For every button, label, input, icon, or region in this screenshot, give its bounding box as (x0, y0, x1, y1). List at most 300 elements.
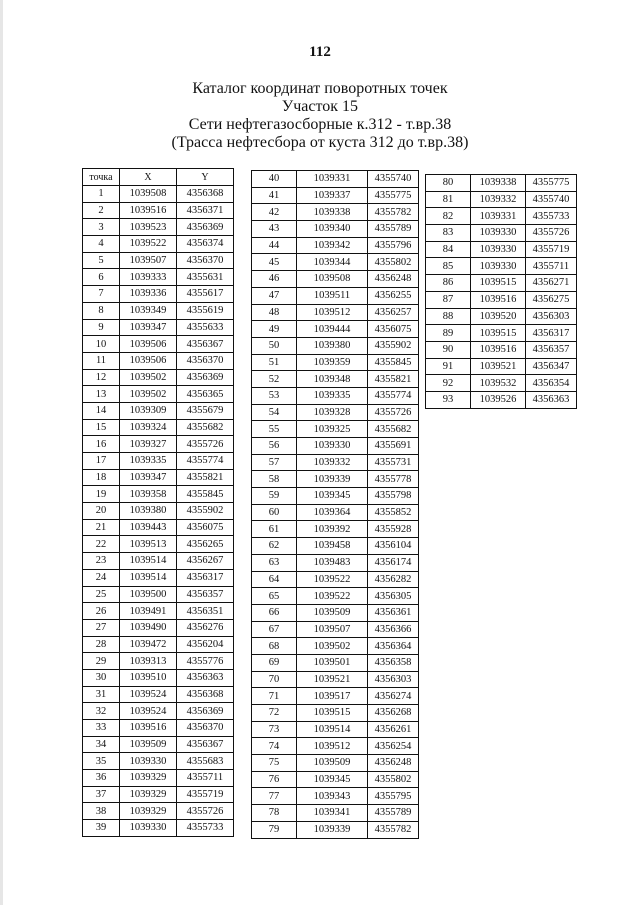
x-coordinate-cell: 1039506 (120, 352, 177, 369)
point-number-cell: 82 (426, 208, 471, 225)
table-row (83, 402, 234, 419)
table-row (83, 720, 234, 737)
table-row (83, 519, 234, 536)
header-x: X (120, 169, 177, 186)
table-row (83, 352, 234, 369)
x-coordinate-cell: 1039358 (120, 486, 177, 503)
y-coordinate-cell: 4356354 (526, 375, 577, 392)
y-coordinate-cell: 4355617 (177, 286, 234, 303)
table-row (252, 554, 419, 571)
y-coordinate-cell: 4355711 (526, 258, 577, 275)
x-coordinate-cell: 1039339 (297, 471, 368, 488)
point-number-cell: 38 (83, 803, 120, 820)
point-number-cell: 23 (83, 553, 120, 570)
y-coordinate-cell: 4356268 (368, 705, 419, 722)
x-coordinate-cell: 1039332 (297, 454, 368, 471)
point-number-cell: 60 (252, 504, 297, 521)
y-coordinate-cell: 4355782 (368, 821, 419, 838)
table-row (83, 219, 234, 236)
x-coordinate-cell: 1039359 (297, 354, 368, 371)
table-row (83, 386, 234, 403)
x-coordinate-cell: 1039330 (297, 438, 368, 455)
x-coordinate-cell: 1039444 (297, 321, 368, 338)
x-coordinate-cell: 1039514 (297, 721, 368, 738)
y-coordinate-cell: 4355845 (177, 486, 234, 503)
y-coordinate-cell: 4356075 (177, 519, 234, 536)
table-row (252, 588, 419, 605)
y-coordinate-cell: 4356248 (368, 755, 419, 772)
y-coordinate-cell: 4355789 (368, 221, 419, 238)
y-coordinate-cell: 4355796 (368, 237, 419, 254)
y-coordinate-cell: 4356367 (177, 336, 234, 353)
point-number-cell: 50 (252, 337, 297, 354)
x-coordinate-cell: 1039331 (471, 208, 526, 225)
point-number-cell: 29 (83, 653, 120, 670)
point-number-cell: 24 (83, 569, 120, 586)
x-coordinate-cell: 1039507 (120, 252, 177, 269)
y-coordinate-cell: 4355852 (368, 504, 419, 521)
y-coordinate-cell: 4356257 (368, 304, 419, 321)
table-row (252, 187, 419, 204)
y-coordinate-cell: 4355778 (368, 471, 419, 488)
x-coordinate-cell: 1039330 (120, 753, 177, 770)
table-row (83, 286, 234, 303)
point-number-cell: 26 (83, 603, 120, 620)
y-coordinate-cell: 4356317 (177, 569, 234, 586)
x-coordinate-cell: 1039340 (297, 221, 368, 238)
x-coordinate-cell: 1039532 (471, 375, 526, 392)
table-row (426, 258, 577, 275)
point-number-cell: 93 (426, 391, 471, 408)
y-coordinate-cell: 4356368 (177, 686, 234, 703)
table-row (252, 671, 419, 688)
x-coordinate-cell: 1039524 (120, 703, 177, 720)
y-coordinate-cell: 4355802 (368, 771, 419, 788)
table-row (426, 325, 577, 342)
x-coordinate-cell: 1039526 (471, 391, 526, 408)
table-row (426, 241, 577, 258)
x-coordinate-cell: 1039524 (120, 686, 177, 703)
y-coordinate-cell: 4355774 (177, 453, 234, 470)
table-row (252, 738, 419, 755)
point-number-cell: 89 (426, 325, 471, 342)
point-number-cell: 48 (252, 304, 297, 321)
point-number-cell: 43 (252, 221, 297, 238)
table-row (252, 821, 419, 838)
table-row (83, 770, 234, 787)
x-coordinate-cell: 1039380 (120, 503, 177, 520)
point-number-cell: 71 (252, 688, 297, 705)
header-point: точка (83, 169, 120, 186)
table-row (83, 553, 234, 570)
y-coordinate-cell: 4356303 (526, 308, 577, 325)
page-number: 112 (309, 44, 331, 60)
y-coordinate-cell: 4355679 (177, 402, 234, 419)
point-number-cell: 30 (83, 669, 120, 686)
table-row (252, 221, 419, 238)
point-number-cell: 80 (426, 175, 471, 192)
x-coordinate-cell: 1039502 (120, 386, 177, 403)
table-row (83, 269, 234, 286)
table-row (83, 569, 234, 586)
y-coordinate-cell: 4356357 (177, 586, 234, 603)
x-coordinate-cell: 1039329 (120, 803, 177, 820)
y-coordinate-cell: 4356267 (177, 553, 234, 570)
table-row (252, 771, 419, 788)
y-coordinate-cell: 4355719 (526, 241, 577, 258)
x-coordinate-cell: 1039509 (297, 604, 368, 621)
y-coordinate-cell: 4356347 (526, 358, 577, 375)
point-number-cell: 76 (252, 771, 297, 788)
x-coordinate-cell: 1039336 (120, 286, 177, 303)
point-number-cell: 84 (426, 241, 471, 258)
x-coordinate-cell: 1039392 (297, 521, 368, 538)
y-coordinate-cell: 4355726 (526, 225, 577, 242)
x-coordinate-cell: 1039458 (297, 538, 368, 555)
table-row (426, 341, 577, 358)
table-row (83, 619, 234, 636)
point-number-cell: 57 (252, 454, 297, 471)
table-row (252, 454, 419, 471)
y-coordinate-cell: 4355726 (177, 436, 234, 453)
y-coordinate-cell: 4355902 (368, 337, 419, 354)
table-row (83, 503, 234, 520)
point-number-cell: 87 (426, 291, 471, 308)
table-row (426, 208, 577, 225)
x-coordinate-cell: 1039341 (297, 805, 368, 822)
x-coordinate-cell: 1039329 (120, 786, 177, 803)
x-coordinate-cell: 1039472 (120, 636, 177, 653)
y-coordinate-cell: 4356374 (177, 236, 234, 253)
point-number-cell: 49 (252, 321, 297, 338)
point-number-cell: 13 (83, 386, 120, 403)
x-coordinate-cell: 1039520 (471, 308, 526, 325)
point-number-cell: 68 (252, 638, 297, 655)
y-coordinate-cell: 4356358 (368, 654, 419, 671)
x-coordinate-cell: 1039521 (297, 671, 368, 688)
x-coordinate-cell: 1039521 (471, 358, 526, 375)
table-row (83, 653, 234, 670)
x-coordinate-cell: 1039506 (120, 336, 177, 353)
y-coordinate-cell: 4355631 (177, 269, 234, 286)
y-coordinate-cell: 4356254 (368, 738, 419, 755)
table-row (252, 237, 419, 254)
x-coordinate-cell: 1039509 (297, 755, 368, 772)
point-number-cell: 44 (252, 237, 297, 254)
x-coordinate-cell: 1039313 (120, 653, 177, 670)
y-coordinate-cell: 4355726 (177, 803, 234, 820)
table-row (83, 603, 234, 620)
x-coordinate-cell: 1039329 (120, 770, 177, 787)
table-row (83, 369, 234, 386)
table-row (83, 686, 234, 703)
x-coordinate-cell: 1039516 (471, 341, 526, 358)
y-coordinate-cell: 4355733 (526, 208, 577, 225)
y-coordinate-cell: 4355789 (368, 805, 419, 822)
point-number-cell: 47 (252, 287, 297, 304)
table-row (252, 755, 419, 772)
y-coordinate-cell: 4355619 (177, 302, 234, 319)
x-coordinate-cell: 1039327 (120, 436, 177, 453)
x-coordinate-cell: 1039507 (297, 621, 368, 638)
table-row (252, 321, 419, 338)
table-row (83, 436, 234, 453)
table-row (83, 786, 234, 803)
point-number-cell: 92 (426, 375, 471, 392)
table-row (252, 571, 419, 588)
point-number-cell: 21 (83, 519, 120, 536)
point-number-cell: 32 (83, 703, 120, 720)
table-row (83, 336, 234, 353)
point-number-cell: 2 (83, 202, 120, 219)
table-row (252, 371, 419, 388)
point-number-cell: 25 (83, 586, 120, 603)
y-coordinate-cell: 4355776 (177, 653, 234, 670)
table-row (252, 354, 419, 371)
table-row (83, 536, 234, 553)
y-coordinate-cell: 4355683 (177, 753, 234, 770)
table-row (252, 271, 419, 288)
point-number-cell: 79 (252, 821, 297, 838)
x-coordinate-cell: 1039343 (297, 788, 368, 805)
x-coordinate-cell: 1039333 (120, 269, 177, 286)
y-coordinate-cell: 4355821 (368, 371, 419, 388)
point-number-cell: 15 (83, 419, 120, 436)
point-number-cell: 46 (252, 271, 297, 288)
table-row (252, 254, 419, 271)
table-row (252, 304, 419, 321)
point-number-cell: 88 (426, 308, 471, 325)
x-coordinate-cell: 1039515 (471, 275, 526, 292)
x-coordinate-cell: 1039324 (120, 419, 177, 436)
table-row (252, 438, 419, 455)
point-number-cell: 8 (83, 302, 120, 319)
point-number-cell: 12 (83, 369, 120, 386)
point-number-cell: 35 (83, 753, 120, 770)
point-number-cell: 59 (252, 488, 297, 505)
y-coordinate-cell: 4355682 (177, 419, 234, 436)
point-number-cell: 33 (83, 720, 120, 737)
table-row (83, 736, 234, 753)
x-coordinate-cell: 1039491 (120, 603, 177, 620)
table-row (252, 488, 419, 505)
x-coordinate-cell: 1039345 (297, 488, 368, 505)
y-coordinate-cell: 4356303 (368, 671, 419, 688)
x-coordinate-cell: 1039512 (297, 738, 368, 755)
table-row (83, 820, 234, 837)
table-row (426, 191, 577, 208)
y-coordinate-cell: 4355682 (368, 421, 419, 438)
point-number-cell: 18 (83, 469, 120, 486)
table-row (252, 654, 419, 671)
table-row (83, 803, 234, 820)
table-row (426, 275, 577, 292)
x-coordinate-cell: 1039330 (471, 241, 526, 258)
x-coordinate-cell: 1039508 (297, 271, 368, 288)
title-line: Каталог координат поворотных точек (192, 80, 448, 97)
y-coordinate-cell: 4355711 (177, 770, 234, 787)
table-row (83, 669, 234, 686)
point-number-cell: 90 (426, 341, 471, 358)
x-coordinate-cell: 1039514 (120, 569, 177, 586)
point-number-cell: 6 (83, 269, 120, 286)
y-coordinate-cell: 4356370 (177, 252, 234, 269)
point-number-cell: 17 (83, 453, 120, 470)
point-number-cell: 72 (252, 705, 297, 722)
table-row (252, 421, 419, 438)
table-row (252, 721, 419, 738)
point-number-cell: 83 (426, 225, 471, 242)
table-row (83, 469, 234, 486)
table-row (83, 703, 234, 720)
title-line: Сети нефтегазосборные к.312 - т.вр.38 (188, 116, 452, 133)
point-number-cell: 69 (252, 654, 297, 671)
table-row (83, 753, 234, 770)
x-coordinate-cell: 1039501 (297, 654, 368, 671)
point-number-cell: 39 (83, 820, 120, 837)
y-coordinate-cell: 4356305 (368, 588, 419, 605)
x-coordinate-cell: 1039337 (297, 187, 368, 204)
point-number-cell: 58 (252, 471, 297, 488)
y-coordinate-cell: 4356104 (368, 538, 419, 555)
x-coordinate-cell: 1039508 (120, 186, 177, 203)
x-coordinate-cell: 1039510 (120, 669, 177, 686)
y-coordinate-cell: 4356363 (526, 391, 577, 408)
table-row (83, 302, 234, 319)
x-coordinate-cell: 1039522 (297, 588, 368, 605)
point-number-cell: 36 (83, 770, 120, 787)
y-coordinate-cell: 4356369 (177, 703, 234, 720)
x-coordinate-cell: 1039330 (471, 225, 526, 242)
x-coordinate-cell: 1039516 (471, 291, 526, 308)
y-coordinate-cell: 4356317 (526, 325, 577, 342)
table-row (252, 337, 419, 354)
y-coordinate-cell: 4355902 (177, 503, 234, 520)
point-number-cell: 54 (252, 404, 297, 421)
point-number-cell: 86 (426, 275, 471, 292)
table-row (252, 538, 419, 555)
table-row (83, 453, 234, 470)
y-coordinate-cell: 4356255 (368, 287, 419, 304)
point-number-cell: 53 (252, 387, 297, 404)
x-coordinate-cell: 1039502 (120, 369, 177, 386)
y-coordinate-cell: 4356370 (177, 720, 234, 737)
x-coordinate-cell: 1039517 (297, 688, 368, 705)
point-number-cell: 78 (252, 805, 297, 822)
point-number-cell: 91 (426, 358, 471, 375)
table-row (83, 202, 234, 219)
point-number-cell: 64 (252, 571, 297, 588)
point-number-cell: 42 (252, 204, 297, 221)
table-row (426, 291, 577, 308)
point-number-cell: 81 (426, 191, 471, 208)
x-coordinate-cell: 1039338 (297, 204, 368, 221)
table-row (252, 604, 419, 621)
table-row (252, 404, 419, 421)
y-coordinate-cell: 4355775 (526, 175, 577, 192)
point-number-cell: 52 (252, 371, 297, 388)
table-row (426, 175, 577, 192)
y-coordinate-cell: 4355802 (368, 254, 419, 271)
table-row (83, 252, 234, 269)
y-coordinate-cell: 4355798 (368, 488, 419, 505)
x-coordinate-cell: 1039348 (297, 371, 368, 388)
table-row (426, 225, 577, 242)
coordinates-table-3 (425, 174, 577, 409)
x-coordinate-cell: 1039330 (120, 820, 177, 837)
x-coordinate-cell: 1039347 (120, 469, 177, 486)
point-number-cell: 9 (83, 319, 120, 336)
point-number-cell: 11 (83, 352, 120, 369)
point-number-cell: 51 (252, 354, 297, 371)
x-coordinate-cell: 1039513 (120, 536, 177, 553)
y-coordinate-cell: 4356075 (368, 321, 419, 338)
y-coordinate-cell: 4355795 (368, 788, 419, 805)
table-row (83, 636, 234, 653)
table-row (252, 387, 419, 404)
table-row (83, 419, 234, 436)
table-row (83, 486, 234, 503)
point-number-cell: 34 (83, 736, 120, 753)
x-coordinate-cell: 1039515 (297, 705, 368, 722)
table-row (252, 171, 419, 188)
title-line: Участок 15 (281, 98, 359, 115)
y-coordinate-cell: 4355821 (177, 469, 234, 486)
point-number-cell: 5 (83, 252, 120, 269)
point-number-cell: 4 (83, 236, 120, 253)
y-coordinate-cell: 4356368 (177, 186, 234, 203)
point-number-cell: 73 (252, 721, 297, 738)
point-number-cell: 63 (252, 554, 297, 571)
y-coordinate-cell: 4356351 (177, 603, 234, 620)
table-row (252, 705, 419, 722)
point-number-cell: 41 (252, 187, 297, 204)
y-coordinate-cell: 4355775 (368, 187, 419, 204)
table-row (426, 391, 577, 408)
table-row (426, 375, 577, 392)
point-number-cell: 16 (83, 436, 120, 453)
y-coordinate-cell: 4355691 (368, 438, 419, 455)
y-coordinate-cell: 4356271 (526, 275, 577, 292)
x-coordinate-cell: 1039380 (297, 337, 368, 354)
document-title (0, 80, 640, 152)
x-coordinate-cell: 1039349 (120, 302, 177, 319)
x-coordinate-cell: 1039443 (120, 519, 177, 536)
x-coordinate-cell: 1039332 (471, 191, 526, 208)
table-row (83, 586, 234, 603)
x-coordinate-cell: 1039342 (297, 237, 368, 254)
point-number-cell: 40 (252, 171, 297, 188)
point-number-cell: 70 (252, 671, 297, 688)
point-number-cell: 56 (252, 438, 297, 455)
y-coordinate-cell: 4355928 (368, 521, 419, 538)
y-coordinate-cell: 4355774 (368, 387, 419, 404)
y-coordinate-cell: 4355633 (177, 319, 234, 336)
y-coordinate-cell: 4355782 (368, 204, 419, 221)
point-number-cell: 28 (83, 636, 120, 653)
x-coordinate-cell: 1039364 (297, 504, 368, 521)
point-number-cell: 14 (83, 402, 120, 419)
x-coordinate-cell: 1039512 (297, 304, 368, 321)
y-coordinate-cell: 4356265 (177, 536, 234, 553)
y-coordinate-cell: 4355733 (177, 820, 234, 837)
x-coordinate-cell: 1039502 (297, 638, 368, 655)
x-coordinate-cell: 1039523 (120, 219, 177, 236)
table-row (426, 308, 577, 325)
x-coordinate-cell: 1039490 (120, 619, 177, 636)
y-coordinate-cell: 4356261 (368, 721, 419, 738)
x-coordinate-cell: 1039344 (297, 254, 368, 271)
